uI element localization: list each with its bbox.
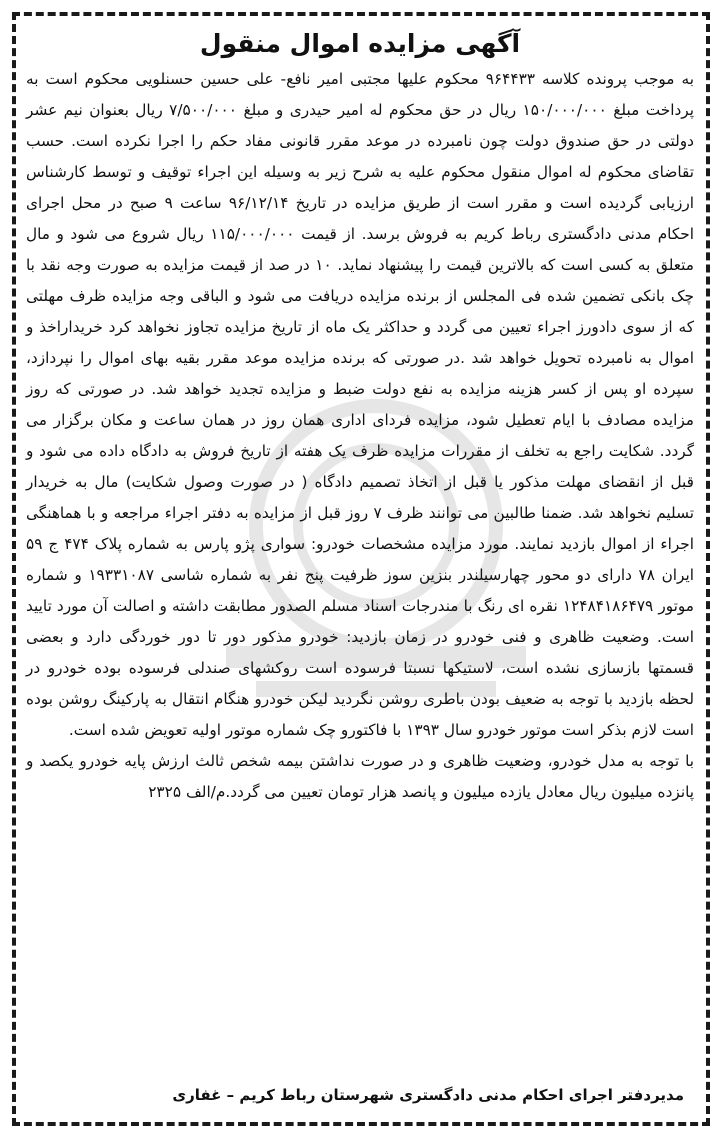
notice-body xyxy=(26,64,694,808)
notice-signature: مدیردفتر اجرای احکام مدنی دادگستری شهرستان رباط کریم – غفاری xyxy=(172,1086,684,1104)
notice-title: آگهی مزایده اموال منقول xyxy=(199,29,521,58)
notice-paragraph: به موجب پرونده کلاسه ۹۶۴۴۳۳ محکوم علیها مجتبی امیر نافع- علی حسین حسنلویی محکوم است به پرداخت مبلغ ۱۵۰/۰۰۰/۰۰۰ ریال در حق محکوم له امیر حیدری و مبلغ ۷/۵۰۰/۰۰۰ ریال بعنوان نیم عشر دولتی در حق صندوق دولت چون نامبرده در موعد مقرر قانونی مفاد حکم را اجرا نکرده است. حسب تقاضای محکوم له اموال منقول محکوم علیه به شرح زیر به وسیله این اجراء توقیف و توسط کارشناس ارزیابی گردیده است و مقرر است از طریق مزایده در تاریخ ۹۶/۱۲/۱۴ ساعت ۹ صبح در محل اجرای احکام مدنی دادگستری رباط کریم به فروش برسد. از قیمت ۱۱۵/۰۰۰/۰۰۰ ریال شروع می شود و مال متعلق به کسی است که بالاترین قیمت را پیشنهاد نماید. ۱۰ در صد از قیمت مزایده به صورت وجه نقد با چک بانکی تضمین شده فی المجلس از برنده مزایده دریافت می شود و الباقی وجه مزایده ظرف مهلتی که از سوی دادورز اجراء تعیین می گردد و حداکثر یک ماه از تاریخ مزایده تجاوز نخواهد کرد خریداراخذ و اموال به نامبرده تحویل خواهد شد .در صورتی که برنده مزایده موعد مقرر بقیه بهای اموال را نپردازد، سپرده او پس از کسر هزینه مزایده به نفع دولت ضبط و مزایده تجدید خواهد شد. در صورتی که روز مزایده مصادف با ایام تعطیل شود، مزایده فردای اداری همان روز در همان ساعت و مکان برگزار می گردد. شکایت راجع به تخلف از مقررات مزایده ظرف یک هفته از تاریخ فروش به دادگاه داده می شود و قبل از انقضای مهلت مذکور یا قبل از اتخاذ تصمیم دادگاه ( در صورت وصول شکایت) مال به خریدار تسلیم نخواهد شد. ضمنا طالبین می توانند ظرف ۷ روز قبل از مزایده به دفتر اجراء مراجعه و با هماهنگی اجراء از اموال بازدید نمایند. مورد مزایده مشخصات خودرو: سواری پژو پارس به شماره پلاک ۴۷۴ ج ۵۹ ایران ۷۸ دارای دو محور چهارسیلندر بنزین سوز ظرفیت پنج نفر به شماره شاسی ۱۹۳۳۱۰۸۷ و شماره موتور ۱۲۴۸۴۱۸۶۴۷۹ نقره ای رنگ با مندرجات اسناد مسلم الصدور مطابقت داشته و اصالت آن مورد تایید است. وضعیت ظاهری و فنی خودرو در زمان بازدید: خودرو مذکور دور تا دور خوردگی دارد و بعضی قسمتها بازسازی نشده است، لاستیکها نسبتا فرسوده است روکشهای صندلی فرسوده بوده خودرو در لحظه بازدید با توجه به ضعیف بودن باطری روشن نگردید لیکن خودرو هنگام انتقال به پارکینگ روشن بوده است لازم بذکر است موتور خودرو سال ۱۳۹۳ با فاکتورو چک شماره موتور اولیه تعویض شده است. xyxy=(26,70,695,739)
notice-paragraph: با توجه به مدل خودرو، وضعیت ظاهری و در صورت نداشتن بیمه شخص ثالث ارزش پایه خودرو یکصد و پانزده میلیون ریال معادل یازده میلیون و پانصد هزار تومان تعیین می گردد.م/الف ۲۳۲۵ xyxy=(26,752,694,801)
notice-frame xyxy=(12,12,710,1126)
notice-content xyxy=(26,24,694,1114)
